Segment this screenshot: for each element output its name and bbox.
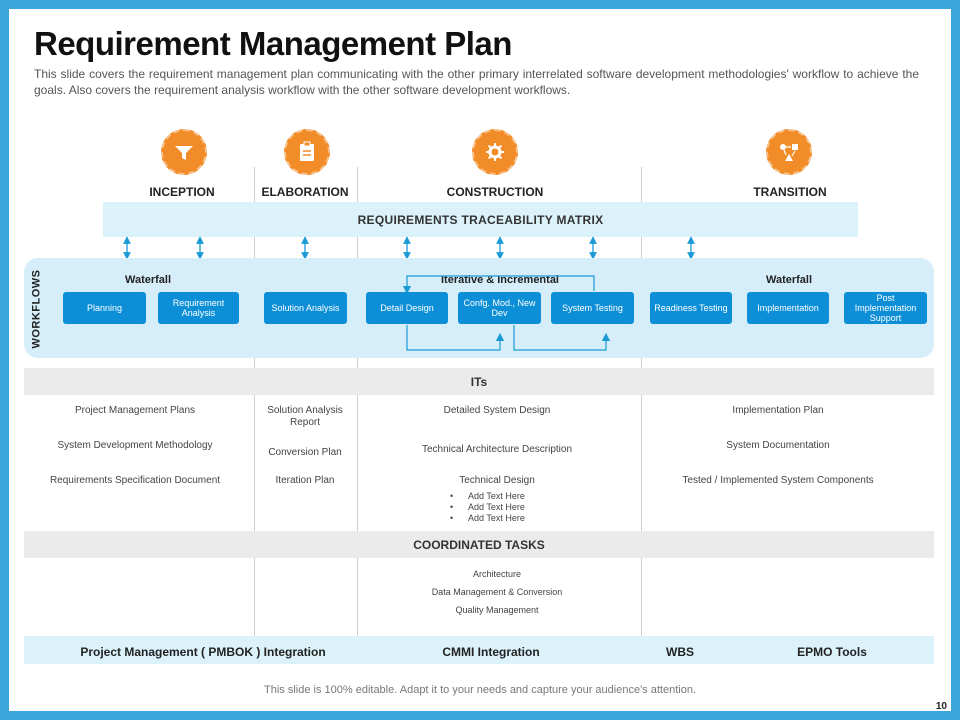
its-item: Conversion Plan bbox=[268, 447, 342, 458]
its-item: Iteration Plan bbox=[275, 475, 335, 486]
implementation-button[interactable]: Implementation bbox=[747, 292, 829, 324]
wbs-label: WBS bbox=[666, 645, 694, 659]
waterfall-title-2: Waterfall bbox=[765, 274, 813, 286]
loop-line bbox=[407, 325, 500, 350]
solution-analysis-button[interactable]: Solution Analysis bbox=[264, 292, 347, 324]
task-item: Architecture bbox=[472, 569, 522, 579]
task-item: Quality Management bbox=[455, 605, 539, 615]
its-item: Tested / Implemented System Components bbox=[682, 475, 874, 486]
slide-description: This slide covers the requirement management plan communicating with the other primary interrelated software development methodologies' workflow to achieve the goals. Also covers the requirement analysis workflow with the other software development workflows. bbox=[34, 67, 919, 97]
footer-note: This slide is 100% editable. Adapt it to your needs and capture your audience's attention. bbox=[264, 684, 696, 696]
phase-construction: CONSTRUCTION bbox=[446, 185, 544, 199]
its-bullet-list bbox=[450, 491, 525, 524]
pmbok-integration: Project Management ( PMBOK ) Integration bbox=[80, 645, 326, 659]
cmmi-integration: CMMI Integration bbox=[442, 645, 540, 659]
loop-line bbox=[514, 325, 606, 350]
bullet-item: • Add Text Here bbox=[450, 491, 525, 502]
its-header: ITs bbox=[24, 368, 934, 395]
its-item: Technical Design bbox=[459, 475, 535, 486]
phase-elaboration: ELABORATION bbox=[261, 185, 349, 199]
page-title: Requirement Management Plan bbox=[34, 25, 512, 62]
post-implementation-support-button[interactable]: Post Implementation Support bbox=[844, 292, 927, 324]
page-number: 10 bbox=[935, 701, 947, 712]
coordinated-tasks-header: COORDINATED TASKS bbox=[24, 531, 934, 558]
its-item: Requirements Specification Document bbox=[49, 475, 221, 486]
traceability-arrows bbox=[9, 9, 951, 269]
task-item: Data Management & Conversion bbox=[431, 587, 563, 597]
slide bbox=[9, 9, 951, 711]
its-item: Detailed System Design bbox=[443, 405, 551, 416]
config-new-dev-button[interactable]: Confg. Mod., New Dev bbox=[458, 292, 541, 324]
epmo-tools: EPMO Tools bbox=[797, 645, 867, 659]
loop-line bbox=[407, 276, 594, 291]
its-item: Solution Analysis Report bbox=[267, 405, 343, 428]
system-testing-button[interactable]: System Testing bbox=[551, 292, 634, 324]
its-item: Technical Architecture Description bbox=[421, 444, 573, 455]
its-item: System Documentation bbox=[726, 440, 830, 451]
waterfall-title: Waterfall bbox=[124, 274, 172, 286]
workflows-label-text: WORKFLOWS bbox=[31, 269, 44, 349]
bullet-item: • Add Text Here bbox=[450, 502, 525, 513]
its-item: Implementation Plan bbox=[732, 405, 824, 416]
iterative-title: Iterative & Incremental bbox=[441, 274, 559, 286]
requirement-analysis-button[interactable]: Requirement Analysis bbox=[158, 292, 239, 324]
bullet-item: • Add Text Here bbox=[450, 513, 525, 524]
its-item: System Development Methodology bbox=[57, 440, 213, 451]
readiness-testing-button[interactable]: Readiness Testing bbox=[650, 292, 732, 324]
phase-inception: INCEPTION bbox=[149, 185, 215, 199]
its-item: Project Management Plans bbox=[74, 405, 196, 416]
planning-button[interactable]: Planning bbox=[63, 292, 146, 324]
phase-transition: TRANSITION bbox=[753, 185, 827, 199]
detail-design-button[interactable]: Detail Design bbox=[366, 292, 448, 324]
traceability-matrix-bar: REQUIREMENTS TRACEABILITY MATRIX bbox=[103, 202, 858, 237]
